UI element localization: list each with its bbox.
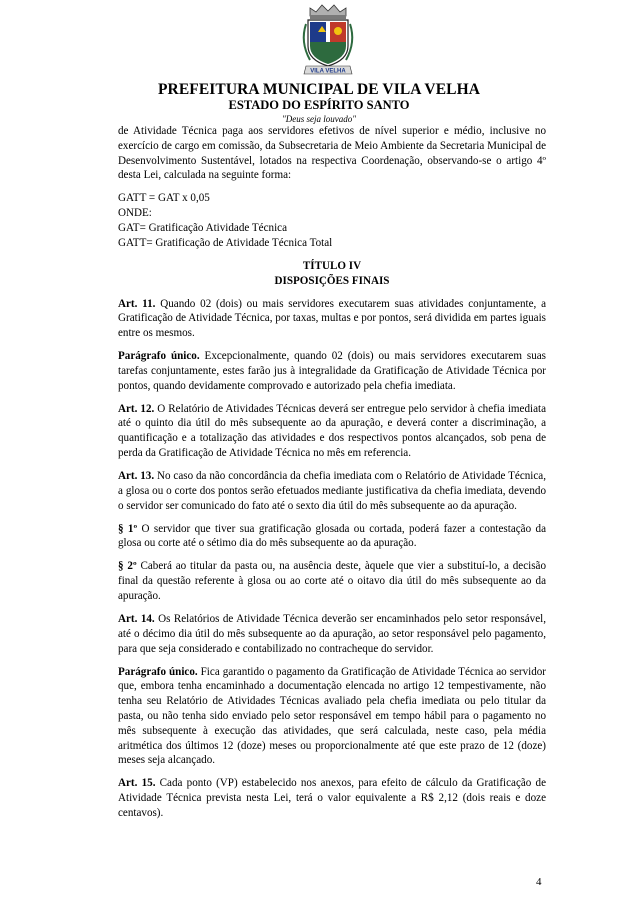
article-label: Art. 13. (118, 470, 155, 483)
motto: "Deus seja louvado" (281, 114, 357, 124)
article-label: § 1º (118, 522, 138, 535)
article-label: Parágrafo único. (118, 665, 198, 678)
article-text: Cada ponto (VP) estabelecido nos anexos, para efeito de cálculo da Gratificação de Atividade Técnica prevista nesta Lei, terá o valor equivalente a R$ 2,12 (dois reais e doze centavos). (118, 777, 546, 819)
article-14 (118, 612, 546, 656)
section-title: TÍTULO IV (302, 259, 362, 272)
article-label: § 2º (118, 560, 137, 573)
definition-gatt: GATT= Gratificação de Atividade Técnica Total (118, 236, 333, 249)
article-15 (118, 776, 546, 820)
section-subtitle: DISPOSIÇÕES FINAIS (274, 274, 390, 287)
article-text: Excepcionalmente, quando 02 (dois) ou mais servidores executarem suas tarefas conjuntamente, estes farão jus à integralidade da Gratificação de Atividade Técnica por pontos, quando devidamente comprovado e autorizado pela chefia imediata. (118, 350, 546, 392)
article-text: Caberá ao titular da pasta ou, na ausência deste, àquele que vier a substituí-lo, a decisão final da questão referente à glosa ou ao corte até o oitavo dia útil do mês subsequente ao da apuração. (118, 560, 546, 603)
article-13 (118, 469, 546, 513)
paragraph-unique-14 (118, 665, 546, 769)
definition-gat: GAT= Gratificação Atividade Técnica (118, 221, 287, 234)
paragraph-1 (118, 522, 546, 552)
formula-line: GATT = GAT x 0,05 (118, 192, 210, 205)
paragraph-unique-11 (118, 349, 546, 393)
article-label: Art. 15. (118, 777, 156, 790)
onde-line: ONDE: (118, 207, 152, 220)
intro-paragraph: de Atividade Técnica paga aos servidores efetivos de nível superior e médio, inclusive no exercício de cargo em comissão, da Subsecretaria de Meio Ambiente da Secretaria Municipal de Desenvolvimento Sustentável, lotados na respectiva Coordenação, observando-se o artigo 4º desta Lei, calculada na seguinte forma: (118, 125, 546, 182)
svg-text:VILA VELHA: VILA VELHA (310, 68, 346, 75)
page-subtitle: ESTADO DO ESPÍRITO SANTO (228, 98, 410, 112)
article-text: Os Relatórios de Atividade Técnica deverão ser encaminhados pelo setor responsável, até o décimo dia útil do mês subsequente ao da apuração, ao setor responsável pelo pagamento, para que seja considerado e contabilizado no contracheque do servidor. (118, 613, 546, 655)
article-label: Art. 12. (118, 402, 155, 415)
page-number: 4 (536, 876, 542, 888)
page-title: PREFEITURA MUNICIPAL DE VILA VELHA (157, 81, 481, 98)
article-label: Art. 14. (118, 613, 155, 625)
coat-of-arms-logo (296, 2, 360, 78)
article-12 (118, 402, 546, 461)
article-11 (118, 297, 546, 341)
article-label: Art. 11. (118, 297, 156, 310)
article-text: No caso da não concordância da chefia imediata com o Relatório de Atividade Técnica, a glosa ou o corte dos pontos serão efetuados mediante justificativa da chefia imediata, devendo o servidor ser comunicado do fato até o sexto dia útil do mês subsequente ao da apuração. (118, 470, 547, 512)
article-text: Fica garantido o pagamento da Gratificação de Atividade Técnica ao servidor que, embora tenha encaminhado a documentação elencada no artigo 12 tempestivamente, não tenha seu Relatório de Atividades Técnicas avaliado pela chefia imediata ou pelo titular da pasta, ou não tenha sido enviado pelo setor responsável em tempo hábil para o pagamento no mês subsequente à execução das atividades, que será calculada, neste caso, pela média aritmética dos últimos 12 (doze) meses ou proporcionalmente até que este prazo de 12 (doze) meses seja alcançado. (118, 665, 546, 767)
document-body (118, 124, 546, 829)
article-label: Parágrafo único. (118, 350, 200, 363)
article-text: O servidor que tiver sua gratificação glosada ou cortada, poderá fazer a contestação da glosa ou corte até o sétimo dia do mês subsequente ao da apuração. (118, 522, 546, 550)
article-text: O Relatório de Atividades Técnicas deverá ser entregue pelo servidor à chefia imediata até o quinto dia útil do mês subsequente ao da apuração, e deverá conter a discriminação, a quantificação e a totalização das atividades e dos respectivos pontos alcançados, sob pena de perda da Gratificação de Atividade Técnica no mês em referencia. (118, 402, 547, 460)
paragraph-2 (118, 559, 546, 603)
article-text: Quando 02 (dois) ou mais servidores executarem suas atividades conjuntamente, a Gratificação de Atividade Técnica, por taxas, multas e por pontos, será dividida em partes iguais entre os mesmos. (118, 297, 547, 340)
